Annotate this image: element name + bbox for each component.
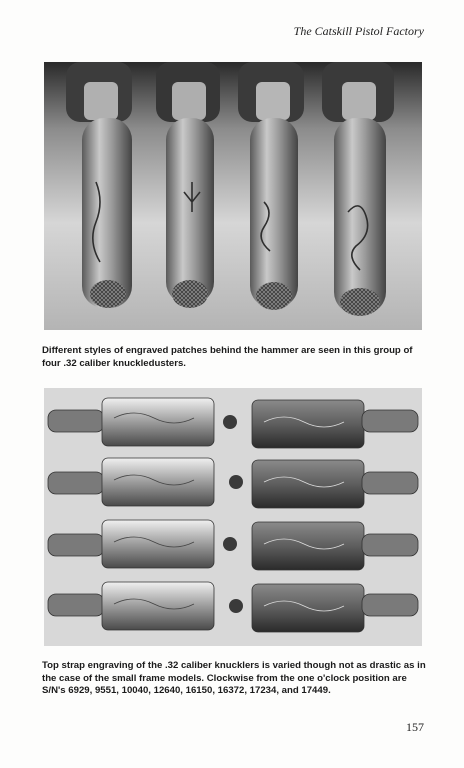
photo-top-strap-engraving-image xyxy=(44,388,422,646)
running-title: The Catskill Pistol Factory xyxy=(293,24,424,38)
photo-engraved-patches-image xyxy=(44,62,422,330)
photo-caption: Different styles of engraved patches behind the hammer are seen in this group of four .32 caliber knuckledusters. xyxy=(42,345,413,369)
page-number: 157 xyxy=(406,720,424,734)
photo-engraved-patches xyxy=(44,62,422,330)
photo-top-strap-engraving xyxy=(44,388,422,646)
photo-caption: Top strap engraving of the .32 caliber knucklers is varied though not as drastic as in the case of the small frame models. Clockwise from the one o'clock position are S/N's 6929, 9551, 10040, 12640, 16150, 16372, 17234, and 17449. xyxy=(42,660,426,697)
